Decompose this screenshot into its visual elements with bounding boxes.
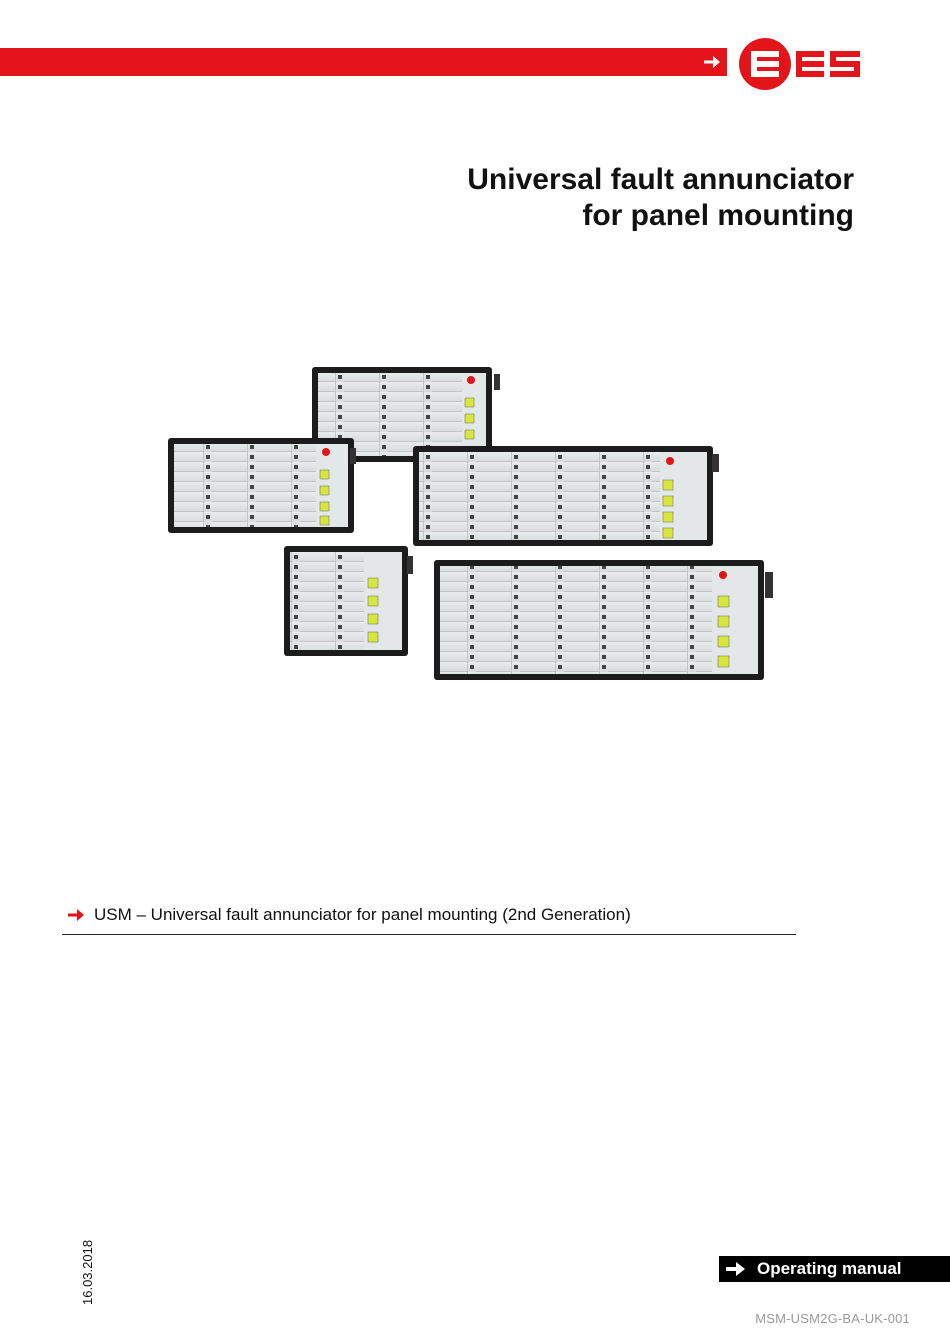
divider <box>62 934 796 935</box>
header-red-bar <box>0 48 727 76</box>
panel-unit-c <box>413 446 719 546</box>
panel-unit-e <box>434 560 773 680</box>
arrow-right-icon <box>702 52 722 72</box>
arrow-right-icon <box>725 1260 747 1278</box>
title-line-2: for panel mounting <box>582 199 854 232</box>
arrow-right-icon <box>66 905 86 925</box>
document-date: 16.03.2018 <box>80 1239 95 1305</box>
title-line-1: Universal fault annunciator <box>467 163 854 196</box>
subtitle-row <box>66 904 631 926</box>
product-subtitle: USM – Universal fault annunciator for panel mounting (2nd Generation) <box>94 905 631 924</box>
operating-manual-label <box>719 1256 950 1282</box>
document-title <box>467 162 854 234</box>
ees-logo <box>738 37 864 91</box>
panel-unit-d <box>284 546 413 656</box>
document-code: MSM-USM2G-BA-UK-001 <box>755 1311 910 1326</box>
panel-unit-b <box>168 438 356 533</box>
fault-annunciator-panels-image <box>160 362 810 692</box>
manual-text: Operating manual <box>757 1259 902 1278</box>
